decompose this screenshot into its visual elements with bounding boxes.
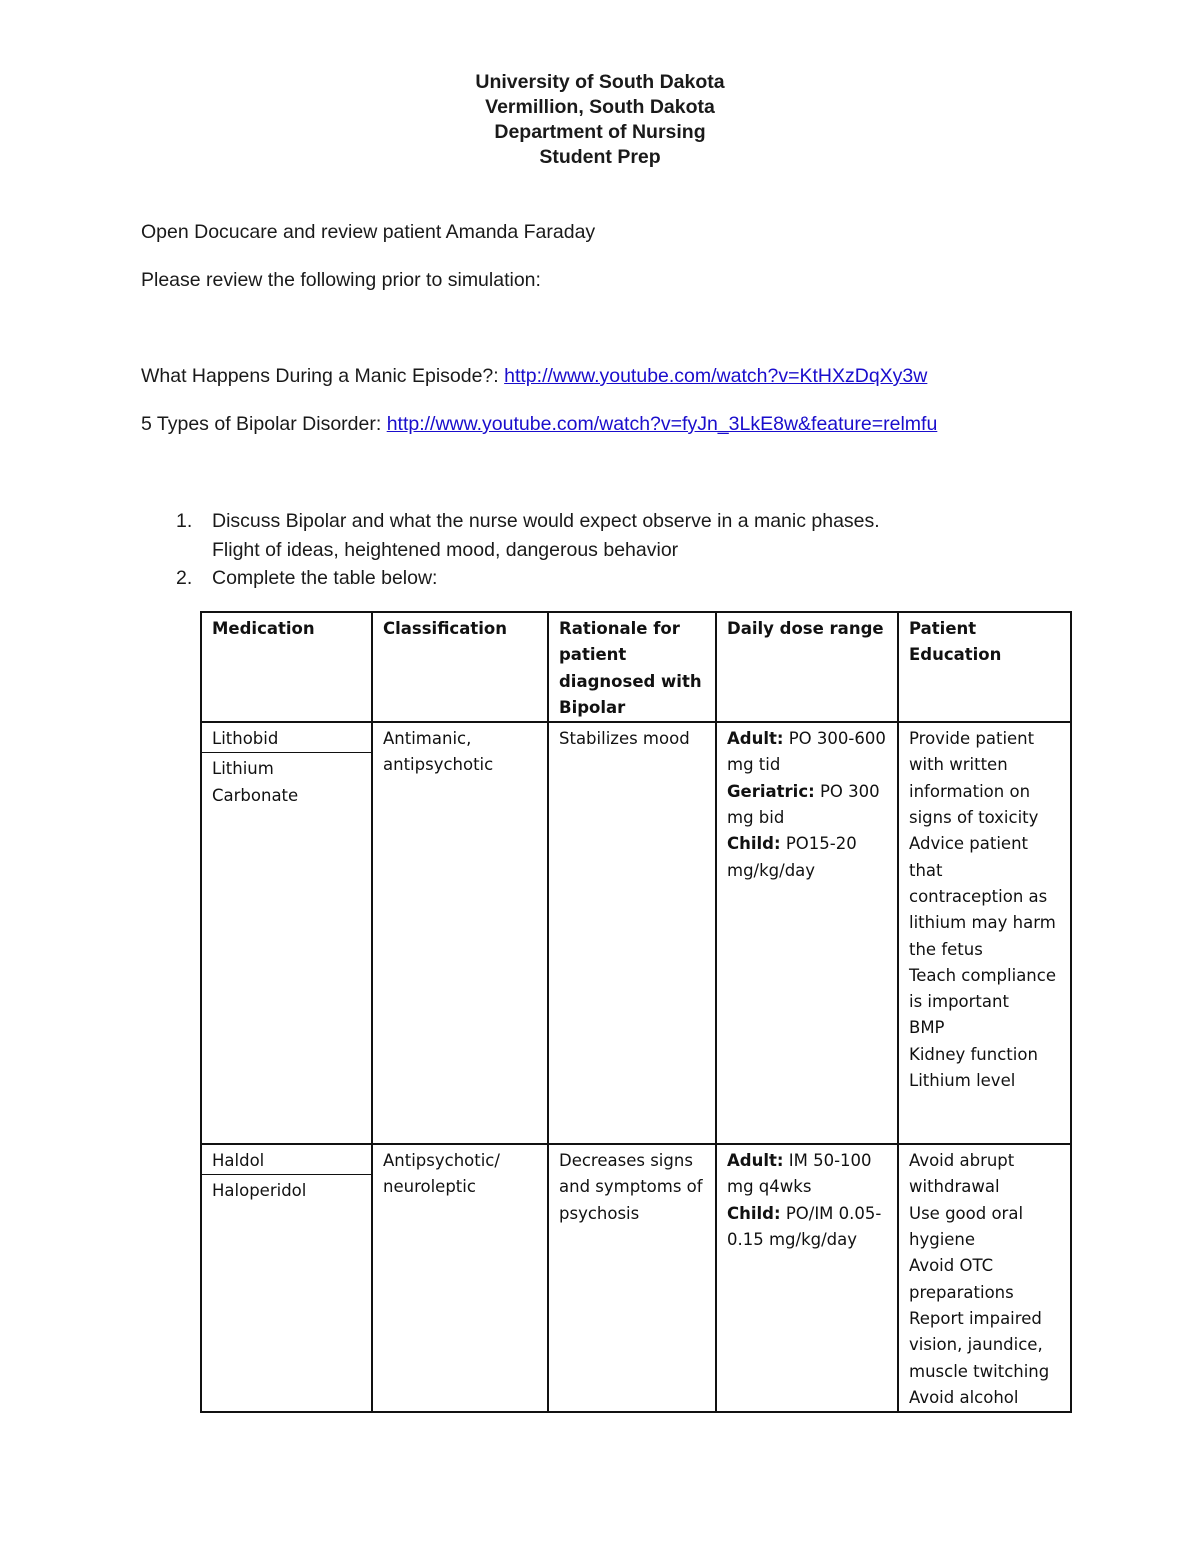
document-header bbox=[0, 70, 1200, 170]
education-item: Provide patient with written information on signs of toxicity bbox=[909, 729, 1039, 828]
header-dose: Daily dose range bbox=[716, 612, 898, 722]
open-docucare-text: Open Docucare and review patient Amanda Faraday bbox=[141, 221, 596, 243]
university-name: University of South Dakota bbox=[475, 71, 725, 93]
question-text: Discuss Bipolar and what the nurse would expect observe in a manic phases. bbox=[212, 510, 880, 532]
education-item: Use good oral hygiene bbox=[909, 1203, 1024, 1250]
dose-line bbox=[727, 726, 888, 779]
header-classification: Classification bbox=[372, 612, 548, 722]
education-item: Avoid abrupt withdrawal bbox=[909, 1151, 1015, 1197]
header-education: Patient Education bbox=[898, 612, 1071, 722]
dose-cell bbox=[716, 722, 898, 1144]
classification-cell: Antimanic, antipsychotic bbox=[372, 722, 548, 1144]
question-number: 2. bbox=[176, 567, 193, 589]
question-text: Complete the table below: bbox=[212, 567, 438, 589]
brand-name: Haldol bbox=[202, 1145, 371, 1175]
review-prompt-text: Please review the following prior to simulation: bbox=[141, 269, 541, 291]
table-row bbox=[201, 1144, 1071, 1412]
education-cell bbox=[898, 1144, 1071, 1412]
dose-value: IM 50-100 mg q4wks bbox=[727, 1151, 872, 1197]
education-item: BMP bbox=[909, 1018, 945, 1038]
medication-cell bbox=[201, 722, 372, 1144]
education-cell bbox=[898, 722, 1071, 1144]
rationale-cell: Decreases signs and symptoms of psychosis bbox=[548, 1144, 716, 1412]
medication-cell bbox=[201, 1144, 372, 1412]
dose-label: Adult: bbox=[727, 1151, 784, 1171]
department: Department of Nursing bbox=[494, 121, 706, 143]
education-item: Kidney function bbox=[909, 1044, 1038, 1064]
dose-line bbox=[727, 831, 888, 884]
bipolar-types-line bbox=[141, 412, 937, 436]
location: Vermillion, South Dakota bbox=[485, 96, 715, 118]
generic-name: Lithium Carbonate bbox=[212, 759, 299, 805]
bipolar-types-link[interactable]: http://www.youtube.com/watch?v=fyJn_3LkE8w&feature=relmfu bbox=[386, 413, 938, 435]
medication-table bbox=[200, 611, 1072, 1413]
education-item: Lithium level bbox=[909, 1071, 1016, 1091]
bipolar-types-label: 5 Types of Bipolar Disorder: bbox=[141, 413, 387, 435]
dose-line bbox=[727, 1148, 888, 1201]
education-item: Teach compliance is important bbox=[909, 965, 1056, 1012]
table-header-row bbox=[201, 612, 1071, 722]
education-item: Avoid alcohol bbox=[909, 1387, 1019, 1407]
classification-cell: Antipsychotic/ neuroleptic bbox=[372, 1144, 548, 1412]
dose-value: PO 300 mg bid bbox=[727, 781, 880, 828]
question-item bbox=[141, 507, 880, 564]
dose-line bbox=[727, 1201, 888, 1254]
dose-value: PO15-20 mg/kg/day bbox=[727, 834, 857, 880]
dose-label: Adult: bbox=[727, 729, 784, 749]
generic-name: Haloperidol bbox=[212, 1181, 307, 1201]
header-rationale: Rationale for patient diagnosed with Bipolar bbox=[548, 612, 716, 722]
dose-cell bbox=[716, 1144, 898, 1412]
manic-episode-line bbox=[141, 364, 927, 388]
brand-name: Lithobid bbox=[202, 723, 371, 753]
dose-value: PO/IM 0.05-0.15 mg/kg/day bbox=[727, 1203, 882, 1250]
table-row bbox=[201, 722, 1071, 1144]
question-number: 1. bbox=[176, 510, 193, 532]
manic-episode-label: What Happens During a Manic Episode?: bbox=[141, 365, 505, 387]
document-title: Student Prep bbox=[539, 146, 661, 168]
dose-line bbox=[727, 779, 888, 832]
rationale-cell: Stabilizes mood bbox=[548, 722, 716, 1144]
dose-label: Child: bbox=[727, 834, 781, 854]
education-item: Avoid OTC preparations bbox=[909, 1256, 1014, 1302]
question-answer: Flight of ideas, heightened mood, dangerous behavior bbox=[212, 538, 679, 561]
header-medication: Medication bbox=[201, 612, 372, 722]
question-item bbox=[141, 564, 880, 593]
education-item: Report impaired vision, jaundice, muscle twitching bbox=[909, 1308, 1050, 1381]
question-list bbox=[141, 507, 880, 593]
dose-label: Geriatric: bbox=[727, 781, 815, 801]
dose-label: Child: bbox=[727, 1203, 781, 1223]
education-item: Advice patient that contraception as lithium may harm the fetus bbox=[909, 834, 1056, 959]
dose-value: PO 300-600 mg tid bbox=[727, 729, 886, 775]
manic-episode-link[interactable]: http://www.youtube.com/watch?v=KtHXzDqXy3w bbox=[504, 365, 928, 387]
